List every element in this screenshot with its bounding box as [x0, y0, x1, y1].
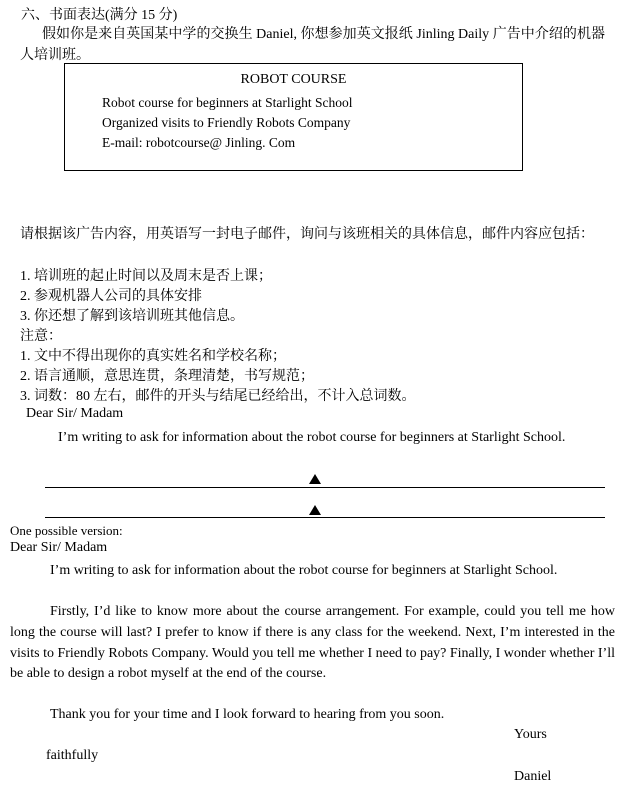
- answer-paragraph: I’m writing to ask for information about the robot course for beginners at Starlight School.: [50, 563, 558, 578]
- task-description: 请根据该广告内容，用英语写一封电子邮件，询问与该班相关的具体信息，邮件内容应包括：: [20, 227, 594, 242]
- notice-item: 1. 文中不得出现你的真实姓名和学校名称；: [20, 349, 286, 364]
- writing-line: [45, 487, 605, 488]
- ad-title: ROBOT COURSE: [240, 72, 347, 87]
- section-title: 六、书面表达(满分 15 分): [21, 8, 178, 23]
- answer-label: One possible version:: [10, 523, 123, 538]
- notice-label: 注意：: [20, 329, 62, 344]
- notice-item: 3. 词数：80 左右，邮件的开头与结尾已经给出，不计入总词数。: [20, 389, 416, 404]
- ad-line: Robot course for beginners at Starlight School: [102, 95, 353, 110]
- intro-paragraph: 假如你是来自英国某中学的交换生 Daniel, 你想参加英文报纸 Jinling Daily 广告中介绍的机器人培训班。: [20, 27, 605, 63]
- answer-greeting: Dear Sir/ Madam: [10, 540, 108, 555]
- answer-paragraph: Thank you for your time and I look forward to hearing from you soon.: [50, 707, 445, 722]
- advertisement-box: [64, 63, 523, 171]
- answer-signature: Daniel: [514, 769, 552, 784]
- requirement-item: 2. 参观机器人公司的具体安排: [20, 289, 202, 304]
- answer-paragraph: Firstly, I’d like to know more about the course arrangement. For example, could you tell me how long the course will last? I prefer to know if there is any class for the weekend. Next, I’m interested in the visits to Friendly Robots Company. Would you tell me whether I need to pay? Finally, I wonder whether I’ll be able to design a robot myself at the end of the course.: [10, 604, 615, 682]
- answer-closing: Yours: [514, 727, 547, 742]
- answer-closing: faithfully: [46, 748, 99, 763]
- requirement-item: 1. 培训班的起止时间以及周末是否上课；: [20, 269, 272, 284]
- requirement-item: 3. 你还想了解到该培训班其他信息。: [20, 309, 244, 324]
- ad-line: Organized visits to Friendly Robots Company: [102, 115, 351, 130]
- ad-line: E-mail: robotcourse@ Jinling. Com: [102, 135, 296, 150]
- letter-greeting: Dear Sir/ Madam: [26, 406, 124, 421]
- triangle-marker-icon: [309, 505, 321, 515]
- triangle-marker-icon: [309, 474, 321, 484]
- letter-opening: I’m writing to ask for information about the robot course for beginners at Starlight School.: [58, 430, 566, 445]
- writing-line: [45, 517, 605, 518]
- notice-item: 2. 语言通顺，意思连贯，条理清楚，书写规范；: [20, 369, 314, 384]
